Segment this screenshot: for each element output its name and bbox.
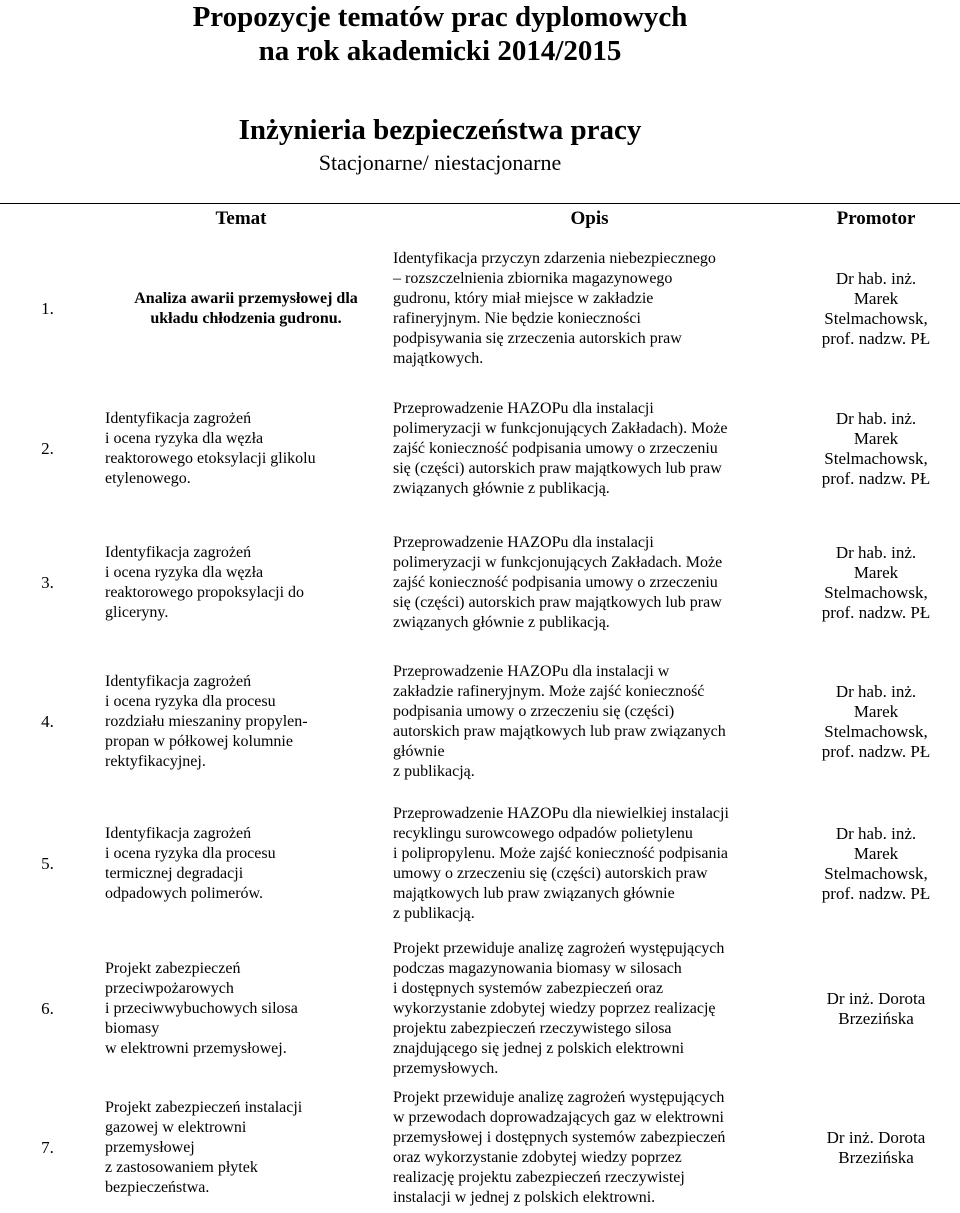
topic-cell-line: gazowej w elektrowni: [105, 1119, 247, 1136]
description-cell-line: Przeprowadzenie HAZOPu dla instalacji w: [393, 663, 670, 680]
description-cell-line: z publikacją.: [393, 904, 475, 922]
promoter-cell-line: Marek: [853, 289, 899, 308]
header-description: Opis: [387, 204, 792, 235]
promoter-cell-line: Dr inż. Dorota: [826, 1128, 926, 1147]
description-cell-line: realizację projektu zabezpieczeń rzeczywistej: [393, 1169, 685, 1186]
promoter-cell: [792, 514, 960, 652]
topic-cell-line: reaktorowego propoksylacji do: [105, 584, 305, 601]
description-cell-line: gudronu, który miał miejsce w zakładzie: [393, 290, 654, 307]
promoter-cell-line: prof. nadzw. PŁ: [821, 603, 931, 622]
topic-cell-line: układu chłodzenia gudronu.: [150, 310, 342, 327]
promoter-cell-line: Dr hab. inż.: [835, 409, 917, 428]
topic-cell: [95, 935, 387, 1083]
description-cell-line: przemysłowych.: [393, 1060, 499, 1077]
study-mode-subheading: Stacjonarne/ niestacjonarne: [318, 150, 562, 175]
description-cell-line: podpisania umowy o zrzeczeniu się (części): [393, 703, 675, 720]
topic-cell-line: biomasy: [105, 1020, 160, 1037]
topic-cell-line: Projekt zabezpieczeń: [105, 960, 241, 977]
description-cell: [387, 652, 792, 792]
topic-cell-line: gliceryny.: [105, 604, 169, 621]
faculty-heading: Inżynieria bezpieczeństwa pracy: [238, 114, 642, 146]
description-cell-line: instalacji w jednej z polskich elektrowni.: [393, 1189, 656, 1206]
description-cell-line: – rozszczelnienia zbiornika magazynowego: [393, 270, 673, 287]
description-cell: [387, 514, 792, 652]
topic-cell-line: z zastosowaniem płytek: [105, 1159, 258, 1176]
description-cell: [387, 234, 792, 384]
promoter-cell-line: prof. nadzw. PŁ: [821, 883, 931, 903]
promoter-cell-line: Dr inż. Dorota: [826, 989, 926, 1008]
topic-cell-line: i ocena ryzyka dla węzła: [105, 430, 264, 447]
promoter-cell-line: Stelmachowsk,: [824, 863, 928, 883]
description-cell-line: podczas magazynowania biomasy w silosach: [393, 960, 682, 977]
promoter-cell-line: Stelmachowsk,: [824, 583, 928, 602]
description-cell-line: zajść konieczność podpisania umowy o zrzeczeniu: [393, 574, 718, 591]
promoter-cell-line: Stelmachowsk,: [824, 449, 928, 468]
description-cell-line: się (części) autorskich praw majątkowych lub praw: [393, 460, 722, 477]
topic-cell-line: rozdziału mieszaniny propylen-: [105, 713, 308, 730]
table-row: [0, 792, 960, 935]
description-cell-line: podpisywania się zrzeczenia autorskich praw: [393, 330, 682, 347]
promoter-cell: [792, 1083, 960, 1213]
table-row: [0, 1083, 960, 1213]
row-number: 7.: [41, 1138, 54, 1157]
promoter-cell-line: Dr hab. inż.: [835, 543, 917, 562]
row-number: 6.: [41, 999, 54, 1018]
row-number: 5.: [41, 853, 54, 873]
description-cell-line: polimeryzacji w funkcjonujących Zakładach. Może: [393, 554, 723, 571]
topic-cell-line: propan w półkowej kolumnie: [105, 733, 293, 750]
description-cell-line: zajść konieczność podpisania umowy o zrzeczeniu: [393, 440, 718, 457]
promoter-cell: [792, 384, 960, 514]
description-cell-line: Projekt przewiduje analizę zagrożeń występujących: [393, 940, 725, 957]
description-cell-line: Projekt przewiduje analizę zagrożeń występujących: [393, 1089, 725, 1106]
promoter-cell-line: Marek: [853, 843, 899, 863]
row-number: 3.: [41, 573, 54, 592]
table-row: [0, 652, 960, 792]
header-topic: Temat: [95, 204, 387, 235]
promoter-cell-line: Marek: [853, 563, 899, 582]
promoter-cell: [792, 234, 960, 384]
description-cell-line: projektu zabezpieczeń rzeczywistego silosa: [393, 1020, 672, 1037]
description-cell-line: Przeprowadzenie HAZOPu dla niewielkiej instalacji: [393, 804, 729, 822]
description-cell-line: majątkowych lub praw związanych głównie: [393, 884, 675, 902]
topics-table: [0, 203, 960, 1213]
table-row: [0, 234, 960, 384]
topic-cell-line: rektyfikacyjnej.: [105, 753, 206, 770]
table-header-row: [0, 204, 960, 235]
promoter-cell-line: Marek: [853, 429, 899, 448]
description-cell-line: Identyfikacja przyczyn zdarzenia niebezpiecznego: [393, 250, 716, 267]
topic-cell-line: w elektrowni przemysłowej.: [105, 1040, 287, 1057]
topic-cell-line: termicznej degradacji: [105, 864, 244, 882]
topic-cell-line: i ocena ryzyka dla procesu: [105, 844, 276, 862]
description-cell-line: Przeprowadzenie HAZOPu dla instalacji: [393, 534, 654, 551]
promoter-cell-line: Brzezińska: [838, 1009, 914, 1028]
topic-cell-line: i przeciwwybuchowych silosa: [105, 1000, 298, 1017]
description-cell-line: oraz wykorzystanie zdobytej wiedzy poprzez: [393, 1149, 682, 1166]
promoter-cell: [792, 792, 960, 935]
topic-cell: [95, 792, 387, 935]
description-cell: [387, 384, 792, 514]
topic-cell-line: odpadowych polimerów.: [105, 884, 264, 902]
description-cell-line: się (części) autorskich praw majątkowych lub praw: [393, 594, 722, 611]
promoter-cell-line: prof. nadzw. PŁ: [821, 469, 931, 488]
description-cell: [387, 935, 792, 1083]
promoter-cell-line: Brzezińska: [838, 1148, 914, 1167]
description-cell-line: majątkowych.: [393, 350, 484, 367]
promoter-cell-line: Dr hab. inż.: [835, 823, 917, 843]
row-number: 4.: [41, 712, 54, 731]
topic-cell: [95, 514, 387, 652]
description-cell-line: umowy o zrzeczeniu się (części) autorskich praw: [393, 864, 708, 882]
promoter-cell-line: Dr hab. inż.: [835, 269, 917, 288]
description-cell-line: związanych głównie z publikacją.: [393, 614, 610, 631]
description-cell-line: i polipropylenu. Może zajść konieczność podpisania: [393, 844, 729, 862]
promoter-cell-line: Stelmachowsk,: [824, 722, 928, 741]
page-title-line2: na rok akademicki 2014/2015: [258, 35, 622, 67]
topic-cell-line: bezpieczeństwa.: [105, 1179, 210, 1196]
topic-cell-line: przeciwpożarowych: [105, 980, 234, 997]
description-cell-line: przemysłowej i dostępnych systemów zabezpieczeń: [393, 1129, 726, 1146]
promoter-cell-line: prof. nadzw. PŁ: [821, 742, 931, 761]
promoter-cell-line: prof. nadzw. PŁ: [821, 329, 931, 348]
topic-cell-line: i ocena ryzyka dla węzła: [105, 564, 264, 581]
description-cell-line: rafineryjnym. Nie będzie konieczności: [393, 310, 641, 327]
topic-cell-line: Identyfikacja zagrożeń: [105, 673, 252, 690]
topic-cell-line: Identyfikacja zagrożeń: [105, 824, 252, 842]
table-row: [0, 384, 960, 514]
topic-cell-line: Analiza awarii przemysłowej dla: [134, 290, 358, 307]
description-cell-line: w przewodach doprowadzających gaz w elektrowni: [393, 1109, 724, 1126]
description-cell-line: autorskich praw majątkowych lub praw związanych: [393, 723, 726, 740]
topic-cell: [95, 234, 387, 384]
promoter-cell: [792, 652, 960, 792]
topic-cell-line: reaktorowego etoksylacji glikolu: [105, 450, 316, 467]
description-cell-line: recyklingu surowcowego odpadów polietylenu: [393, 824, 693, 842]
description-cell-line: i dostępnych systemów zabezpieczeń oraz: [393, 980, 664, 997]
header-promoter: Promotor: [792, 204, 960, 235]
header-number: [0, 204, 95, 235]
topic-cell-line: Projekt zabezpieczeń instalacji: [105, 1099, 303, 1116]
description-cell-line: wykorzystanie zdobytej wiedzy poprzez realizację: [393, 1000, 716, 1017]
topic-cell-line: Identyfikacja zagrożeń: [105, 410, 252, 427]
page-title-line1: Propozycje tematów prac dyplomowych: [192, 1, 688, 33]
description-cell: [387, 1083, 792, 1213]
topic-cell-line: przemysłowej: [105, 1139, 195, 1156]
topic-cell: [95, 1083, 387, 1213]
promoter-cell-line: Marek: [853, 702, 899, 721]
description-cell-line: głównie: [393, 743, 445, 760]
table-row: [0, 935, 960, 1083]
table-row: [0, 514, 960, 652]
topic-cell-line: Identyfikacja zagrożeń: [105, 544, 252, 561]
promoter-cell-line: Dr hab. inż.: [835, 682, 917, 701]
description-cell-line: z publikacją.: [393, 763, 475, 780]
topic-cell-line: etylenowego.: [105, 470, 191, 487]
description-cell-line: polimeryzacji w funkcjonujących Zakładach). Może: [393, 420, 728, 437]
description-cell-line: zakładzie rafineryjnym. Może zajść konieczność: [393, 683, 705, 700]
description-cell-line: Przeprowadzenie HAZOPu dla instalacji: [393, 400, 654, 417]
topic-cell-line: i ocena ryzyka dla procesu: [105, 693, 276, 710]
description-cell: [387, 792, 792, 935]
row-number: 1.: [41, 299, 54, 318]
row-number: 2.: [41, 439, 54, 458]
topic-cell: [95, 652, 387, 792]
promoter-cell: [792, 935, 960, 1083]
topic-cell: [95, 384, 387, 514]
description-cell-line: znajdującego się jednej z polskich elektrowni: [393, 1040, 685, 1057]
promoter-cell-line: Stelmachowsk,: [824, 309, 928, 328]
description-cell-line: związanych głównie z publikacją.: [393, 480, 610, 497]
